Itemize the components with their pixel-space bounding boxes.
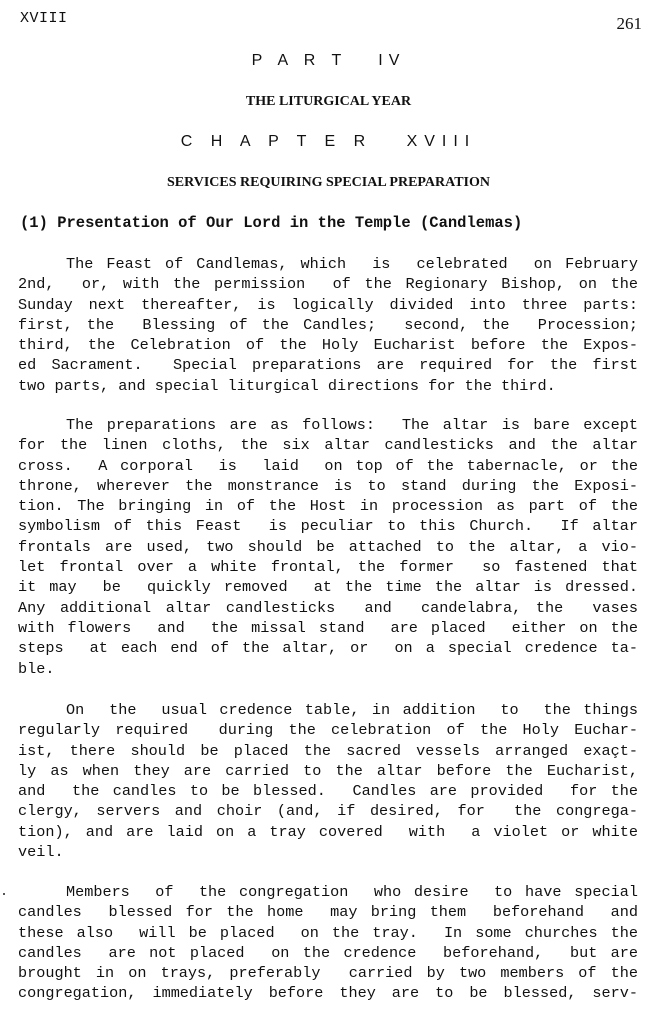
text-line: candles blessed for the home may bring them beforehand and — [18, 903, 638, 922]
text-line: cross. A corporal is laid on top of the tabernacle, or the — [18, 456, 638, 475]
part-label: P A R T IV — [251, 52, 406, 69]
text-line: tion), and are laid on a tray covered with a violet or white — [18, 822, 638, 841]
text-line: two parts, and special liturgical directions for the third. — [18, 376, 556, 395]
text-line: Sunday next thereafter, is logically divided into three parts: — [18, 295, 638, 314]
text-line: ist, there should be placed the sacred vessels arranged exaçt- — [18, 741, 638, 760]
text-line: third, the Celebration of the Holy Eucharist before the Expos- — [18, 336, 638, 355]
text-line: these also will be placed on the tray. In some churches the — [18, 923, 638, 942]
paragraph-4 — [18, 882, 638, 1004]
text-line: Any additional altar candlesticks and candelabra, the vases — [18, 598, 638, 617]
text-line: The preparations are as follows: The altar is bare except — [66, 416, 638, 434]
paragraph-2 — [18, 415, 638, 679]
paragraph-3 — [18, 700, 638, 862]
text-line: frontals are used, two should be attached to the altar, a vio- — [18, 537, 638, 556]
part-title: THE LITURGICAL YEAR — [245, 94, 412, 109]
page-number: 261 — [616, 14, 642, 33]
text-line: first, the Blessing of the Candles; second, the Procession; — [18, 315, 638, 334]
text-line: steps at each end of the altar, or on a special credence ta- — [18, 639, 638, 658]
text-line: symbolism of this Feast is peculiar to this Church. If altar — [18, 517, 638, 536]
text-line: ed Sacrament. Special preparations are required for the first — [18, 356, 638, 375]
text-line: tion. The bringing in of the Host in procession as part of the — [18, 497, 638, 516]
text-line: brought in on trays, preferably carried by two members of the — [18, 964, 638, 983]
text-line: throne, wherever the monstrance is to stand during the Exposi- — [18, 476, 638, 495]
chapter-label: C H A P T E R XVIII — [180, 133, 477, 150]
text-line: it may be quickly removed at the time the altar is dressed. — [18, 578, 638, 597]
running-head: XVIII — [20, 10, 68, 27]
chapter-title: SERVICES REQUIRING SPECIAL PREPARATION — [167, 175, 490, 190]
text-line: candles are not placed on the credence beforehand, but are — [18, 943, 638, 962]
text-line: 2nd, or, with the permission of the Regionary Bishop, on the — [18, 275, 638, 294]
text-line: let frontal over a white frontal, the former so fastened that — [18, 558, 638, 577]
text-line: regularly required during the celebration of the Holy Euchar- — [18, 721, 638, 740]
text-line: On the usual credence table, in addition to the things — [66, 701, 638, 719]
text-line: clergy, servers and choir (and, if desired, for the congrega- — [18, 802, 638, 821]
text-line: for the linen cloths, the six altar candlesticks and the altar — [18, 436, 638, 455]
text-line: congregation, immediately before they are to be blessed, serv- — [18, 984, 638, 1003]
scan-speck — [3, 893, 5, 895]
text-line: ly as when they are carried to the altar before the Eucharist, — [18, 761, 638, 780]
text-line: with flowers and the missal stand are placed either on the — [18, 618, 638, 637]
text-line: ble. — [18, 659, 55, 678]
paragraph-1 — [18, 254, 638, 396]
text-line: veil. — [18, 843, 64, 862]
text-line: Members of the congregation who desire to have special — [66, 883, 638, 901]
text-line: and the candles to be blessed. Candles are provided for the — [18, 782, 638, 801]
section-heading: (1) Presentation of Our Lord in the Temple (Candlemas) — [20, 214, 523, 232]
text-line: The Feast of Candlemas, which is celebrated on February — [66, 255, 638, 273]
